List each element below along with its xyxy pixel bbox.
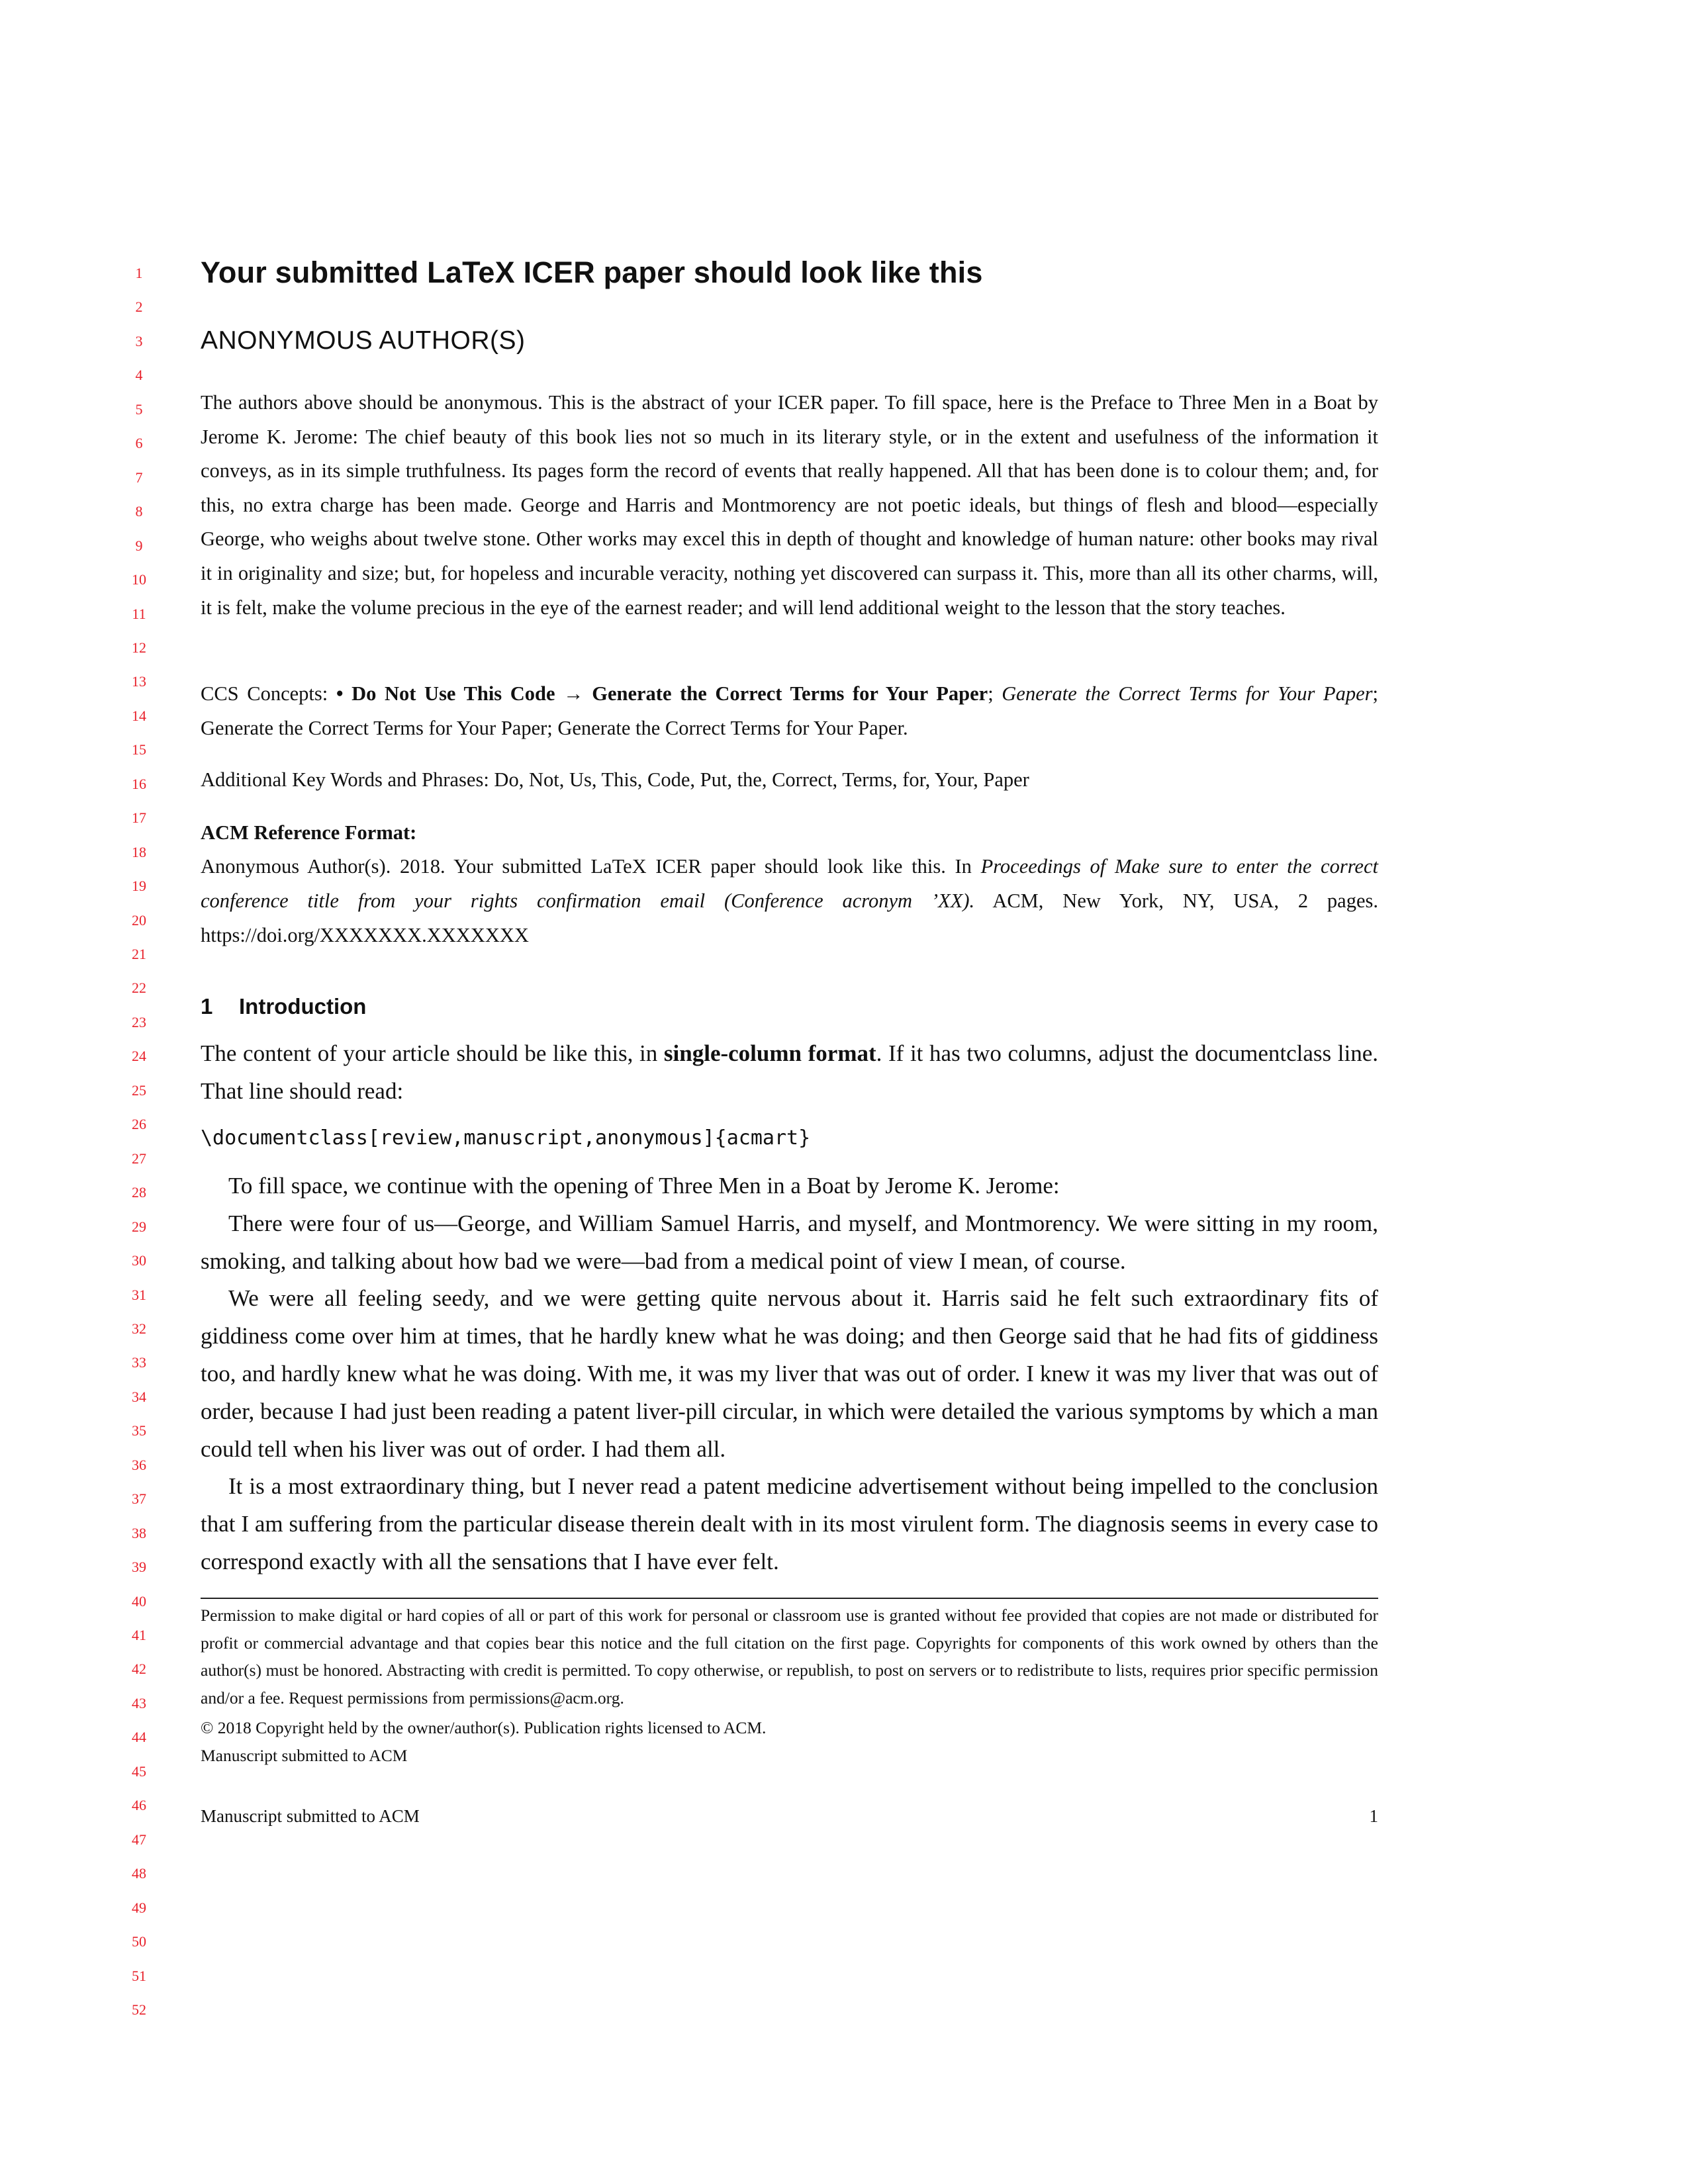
- line-number: 8: [135, 503, 143, 520]
- footnote-rule: [201, 1598, 1378, 1599]
- line-number: 28: [132, 1184, 146, 1201]
- intro-p1-post: . If it has two columns, adjust the documentclass line. That line should read:: [201, 1040, 1378, 1104]
- line-number: 11: [132, 605, 146, 622]
- copyright-notice: © 2018 Copyright held by the owner/author(s). Publication rights licensed to ACM.: [201, 1718, 767, 1737]
- line-number: 15: [132, 741, 146, 758]
- line-number: 44: [132, 1729, 146, 1746]
- ccs-bold-term: • Do Not Use This Code → Generate the Correct Terms for Your Paper: [336, 682, 988, 705]
- line-number: 24: [132, 1048, 146, 1065]
- page-number: 1: [1369, 1806, 1378, 1826]
- line-number: 19: [132, 878, 146, 895]
- intro-paragraph-1: [201, 1035, 1378, 1111]
- line-number: 16: [132, 775, 146, 792]
- section-number: 1: [201, 994, 213, 1019]
- line-number: 26: [132, 1116, 146, 1133]
- acm-reference-proceedings: Proceedings of Make sure to enter the correct conference title from your rights confirmation email (Conference acronym ’XX).: [201, 855, 1378, 912]
- line-number: 30: [132, 1252, 146, 1269]
- line-number: 13: [132, 673, 146, 690]
- keywords: Additional Key Words and Phrases: Do, Not, Us, This, Code, Put, the, Correct, Terms, for, Your, Paper: [201, 768, 1029, 791]
- line-number: 38: [132, 1524, 146, 1541]
- abstract: The authors above should be anonymous. This is the abstract of your ICER paper. To fill space, here is the Preface to Three Men in a Boat by Jerome K. Jerome: The chief beauty of this book lies not so much in its literary style, or in the extent and usefulness of the information it conveys, as in its simple truthfulness. Its pages form the record of events that really happened. All that has been done is to colour them; and, for this, no extra charge has been made. George and Harris and Montmorency are not poetic ideals, but things of flesh and blood—especially George, who weighs about twelve stone. Other works may excel this in depth of thought and knowledge of human nature: other books may rival it in originality and size; but, for hopeless and incurable veracity, nothing yet discovered can surpass it. This, more than all its other charms, will, it is felt, make the volume precious in the eye of the earnest reader; and will lend additional weight to the lesson that the story teaches.: [201, 391, 1378, 619]
- line-number: 46: [132, 1797, 146, 1814]
- manuscript-note: Manuscript submitted to ACM: [201, 1746, 408, 1765]
- intro-body: [201, 1167, 1378, 1581]
- line-number: 7: [135, 469, 143, 486]
- intro-paragraph-3: There were four of us—George, and William Samuel Harris, and myself, and Montmorency. We were sitting in my room, smoking, and talking about how bad we were—bad from a medical point of view I mean, of course.: [201, 1210, 1378, 1274]
- line-number: 6: [135, 435, 143, 452]
- acm-reference-pre: Anonymous Author(s). 2018. Your submitted LaTeX ICER paper should look like this. In: [201, 855, 981, 878]
- intro-p1-bold: single-column format: [663, 1040, 876, 1066]
- line-number: 12: [132, 639, 146, 656]
- code-line: \documentclass[review,manuscript,anonymous]{acmart}: [201, 1126, 811, 1150]
- line-numbers-gutter: [119, 0, 159, 2018]
- line-number: 40: [132, 1592, 146, 1610]
- line-number: 29: [132, 1218, 146, 1235]
- acm-reference-heading: ACM Reference Format:: [201, 821, 417, 844]
- line-number: 37: [132, 1490, 146, 1508]
- line-number: 49: [132, 1899, 146, 1916]
- intro-paragraph-2: To fill space, we continue with the opening of Three Men in a Boat by Jerome K. Jerome:: [228, 1173, 1060, 1199]
- acm-reference-post: ACM, New York, NY, USA, 2 pages. https://doi.org/XXXXXXX.XXXXXXX: [201, 889, 1378, 946]
- line-number: 47: [132, 1831, 146, 1848]
- line-number: 3: [135, 332, 143, 349]
- ccs-italic-term: Generate the Correct Terms for Your Paper: [1002, 682, 1373, 705]
- line-number: 10: [132, 571, 146, 588]
- line-number: 5: [135, 400, 143, 418]
- line-number: 18: [132, 843, 146, 860]
- line-number: 22: [132, 979, 146, 997]
- line-number: 41: [132, 1627, 146, 1643]
- line-number: 45: [132, 1762, 146, 1780]
- line-number: 2: [135, 298, 143, 316]
- intro-paragraph-5: It is a most extraordinary thing, but I never read a patent medicine advertisement without being impelled to the conclusion that I am suffering from the particular disease therein dealt with in its most virulent form. The diagnosis seems in every case to correspond exactly with all the sensations that I have ever felt.: [201, 1473, 1378, 1574]
- section-title: Introduction: [239, 994, 367, 1019]
- author-block: ANONYMOUS AUTHOR(S): [201, 326, 526, 355]
- line-number: 48: [132, 1865, 146, 1882]
- page-footer: [201, 1803, 1378, 1829]
- line-number: 9: [135, 537, 143, 554]
- line-number: 14: [132, 707, 146, 724]
- line-number: 23: [132, 1013, 146, 1030]
- acm-reference: [201, 850, 1378, 952]
- footer-left: Manuscript submitted to ACM: [201, 1806, 420, 1826]
- line-number: 51: [132, 1967, 146, 1984]
- line-number: 32: [132, 1320, 146, 1337]
- ccs-rest: ; Generate the Correct Terms for Your Paper; Generate the Correct Terms for Your Paper.: [201, 682, 1378, 739]
- line-number: 50: [132, 1933, 146, 1950]
- line-number: 35: [132, 1422, 146, 1439]
- intro-p1-pre: The content of your article should be like this, in: [201, 1040, 664, 1066]
- paper-title: Your submitted LaTeX ICER paper should look like this: [201, 255, 983, 289]
- line-number: 33: [132, 1354, 146, 1371]
- line-number: 31: [132, 1286, 146, 1303]
- line-number: 34: [132, 1388, 146, 1405]
- line-number: 27: [132, 1150, 146, 1167]
- section-heading: [201, 990, 1378, 1023]
- line-number: 17: [132, 809, 146, 827]
- line-number: 20: [132, 911, 146, 929]
- permission-notice: Permission to make digital or hard copies of all or part of this work for personal or classroom use is granted without fee provided that copies are not made or distributed for profit or commercial advantage and that copies bear this notice and the full citation on the first page. Copyrights for components of this work owned by others than the author(s) must be honored. Abstracting with credit is permitted. To copy otherwise, or republish, to post on servers or to redistribute to lists, requires prior specific permission and/or a fee. Request permissions from permissions@acm.org.: [201, 1606, 1378, 1707]
- line-number: 1: [135, 265, 143, 281]
- line-number: 52: [132, 2001, 146, 2018]
- ccs-separator: ;: [988, 682, 1002, 705]
- line-number: 4: [135, 367, 143, 384]
- line-number: 39: [132, 1559, 146, 1576]
- ccs-concepts: [201, 677, 1378, 745]
- ccs-label: CCS Concepts:: [201, 682, 336, 705]
- line-number: 21: [132, 946, 146, 962]
- line-number: 25: [132, 1081, 146, 1099]
- intro-paragraph-4: We were all feeling seedy, and we were getting quite nervous about it. Harris said he felt such extraordinary fits of giddiness come over him at times, that he hardly knew what he was doing; and then George said that he had fits of giddiness too, and hardly knew what he was doing. With me, it was my liver that was out of order. I knew it was my liver that was out of order, because I had just been reading a patent liver-pill circular, in which were detailed the various symptoms by which a man could tell when his liver was out of order. I had them all.: [201, 1285, 1378, 1462]
- line-number: 42: [132, 1661, 146, 1678]
- line-number: 43: [132, 1694, 146, 1711]
- line-number: 36: [132, 1456, 146, 1473]
